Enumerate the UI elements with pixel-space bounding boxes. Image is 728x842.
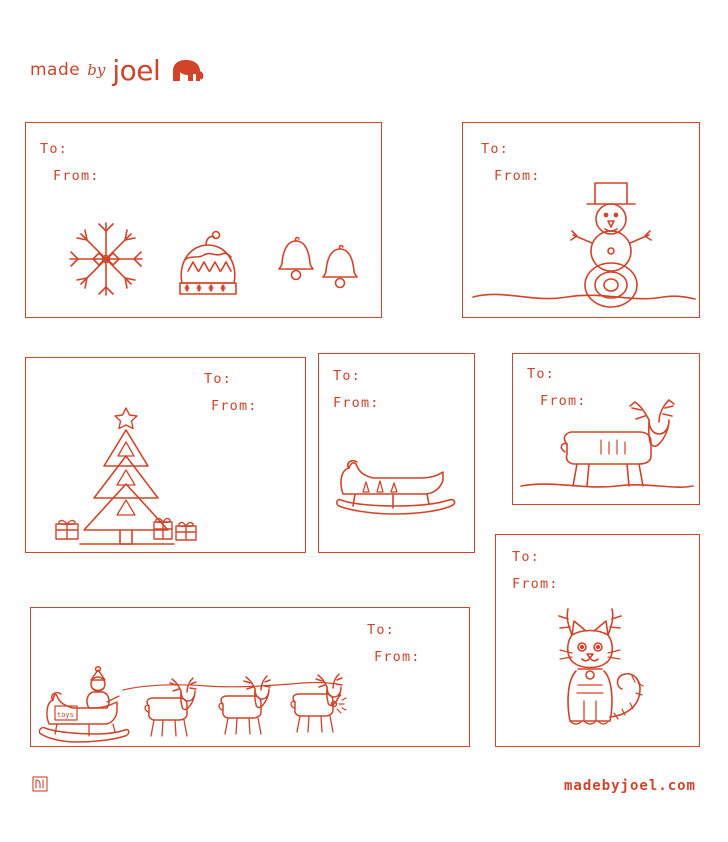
gift-tag-snowflake-hat-bells[interactable] xyxy=(25,122,382,318)
cat-with-antlers-illustration xyxy=(538,607,700,747)
to-label: To: xyxy=(204,371,232,387)
elephant-icon xyxy=(167,57,207,87)
snowman-illustration xyxy=(463,167,700,318)
to-label: To: xyxy=(512,549,540,565)
recipient-fields xyxy=(481,143,541,183)
sleigh-illustration xyxy=(327,446,472,550)
recipient-fields xyxy=(180,373,258,413)
recipient-fields xyxy=(527,368,587,408)
to-label: To: xyxy=(527,366,555,382)
from-label: From: xyxy=(540,392,587,409)
from-label: From: xyxy=(374,648,421,665)
from-label: From: xyxy=(494,167,541,184)
gift-tag-snowman[interactable] xyxy=(462,122,700,318)
to-label: To: xyxy=(40,141,68,157)
to-label: To: xyxy=(333,368,361,384)
brand-logo xyxy=(30,55,207,85)
from-label: From: xyxy=(53,167,100,184)
brand-joel-text: joel xyxy=(112,54,161,87)
gift-tag-santa-sleigh-team[interactable] xyxy=(30,607,470,747)
recipient-fields xyxy=(40,143,100,183)
recipient-fields xyxy=(341,624,421,664)
christmas-tree-with-presents-illustration xyxy=(34,406,224,553)
to-label: To: xyxy=(481,141,509,157)
to-label: To: xyxy=(367,622,395,638)
from-label: From: xyxy=(333,394,380,411)
artist-stamp-icon xyxy=(32,776,48,796)
website-url: madebyjoel.com xyxy=(563,778,696,794)
snowflake-hat-bells-illustration xyxy=(48,211,368,315)
brand-by-text: by xyxy=(87,61,106,79)
reindeer-illustration xyxy=(513,394,700,505)
recipient-fields xyxy=(333,370,380,410)
brand-made-text: made xyxy=(30,60,81,80)
gift-tag-cat-with-antlers[interactable] xyxy=(495,534,700,747)
santa-sleigh-with-reindeer-illustration xyxy=(39,660,369,747)
svg-text:toys: toys xyxy=(57,711,74,719)
recipient-fields xyxy=(512,551,559,591)
gift-tag-sleigh[interactable] xyxy=(318,353,475,553)
from-label: From: xyxy=(512,575,559,592)
gift-tag-christmas-tree[interactable] xyxy=(25,357,306,553)
from-label: From: xyxy=(211,397,258,414)
gift-tag-reindeer[interactable] xyxy=(512,353,700,505)
